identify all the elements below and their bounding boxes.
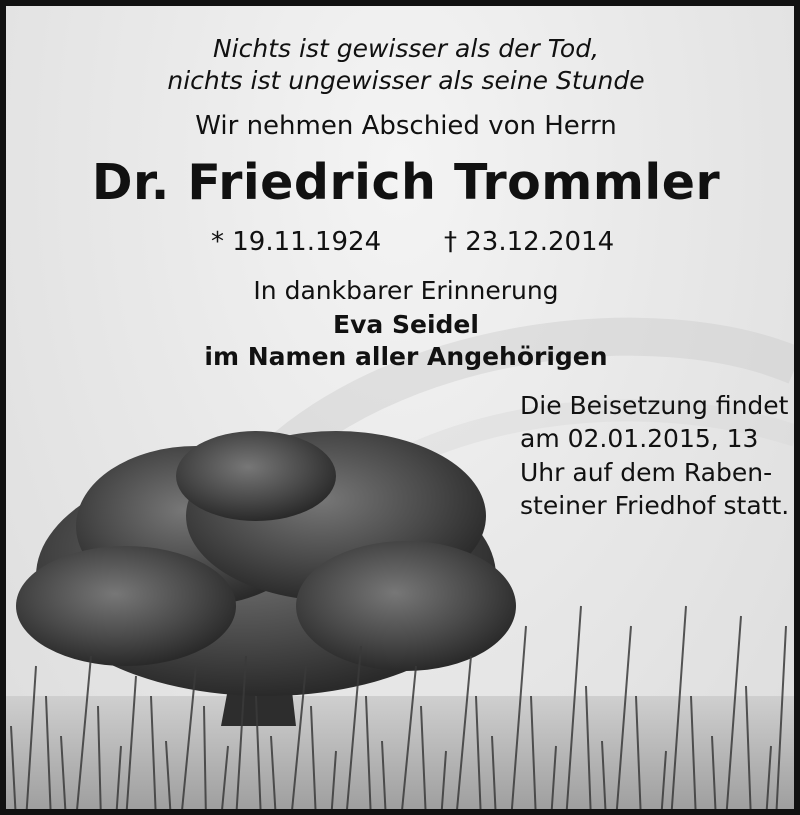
relatives-text: im Namen aller Angehörigen (204, 342, 608, 371)
burial-line: steiner Friedhof statt. (520, 490, 790, 520)
remembrance-text: In dankbarer Erinnerung (253, 276, 559, 305)
burial-line: Die Beisetzung findet (520, 391, 789, 420)
quote-line-2: nichts ist ungewisser als seine Stunde (167, 66, 645, 95)
life-dates (6, 227, 800, 261)
mourner-name: Eva Seidel (333, 310, 479, 339)
birth-date: * 19.11.1924 (211, 227, 382, 257)
death-date: † 23.12.2014 (444, 227, 615, 257)
quote-line-1: Nichts ist gewisser als der Tod, (212, 34, 600, 63)
deceased-name: Dr. Friedrich Trommler (91, 154, 721, 211)
burial-line: Uhr auf dem Raben- (520, 457, 773, 487)
burial-line: am 02.01.2015, 13 (520, 424, 759, 454)
intro-text: Wir nehmen Abschied von Herrn (195, 111, 617, 141)
burial-notice (520, 389, 790, 522)
